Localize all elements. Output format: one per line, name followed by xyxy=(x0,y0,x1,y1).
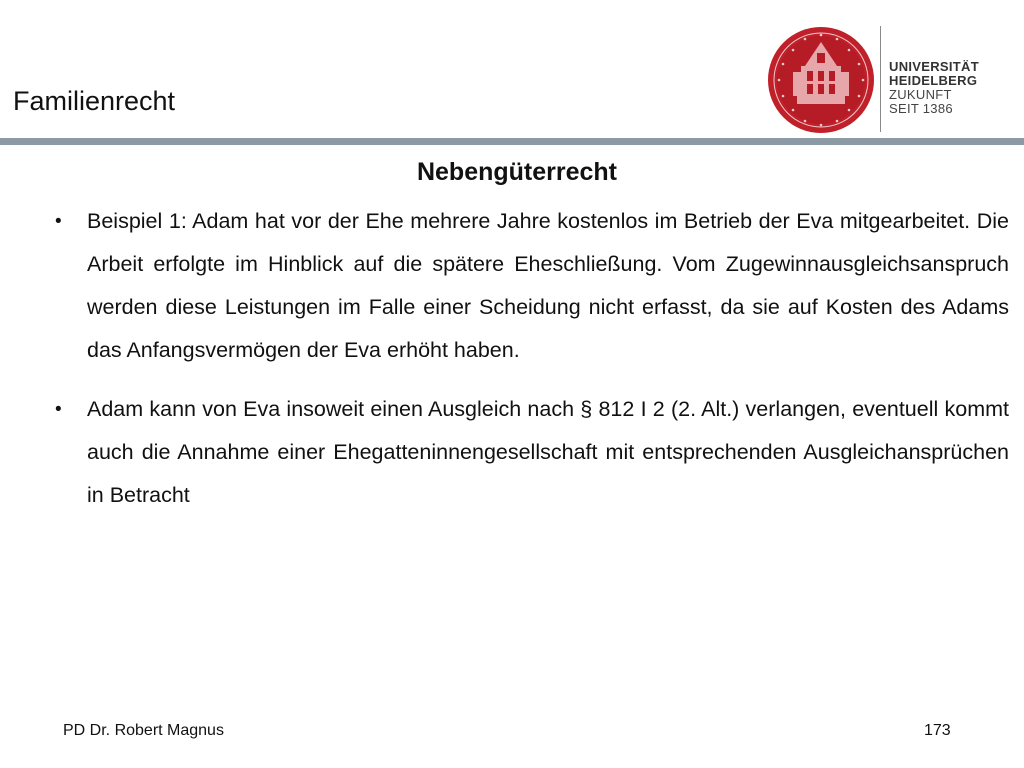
deck-title: Familienrecht xyxy=(13,86,176,116)
page-number: 173 xyxy=(924,722,951,739)
bullet-marker: • xyxy=(55,211,62,232)
bullet-marker: • xyxy=(55,399,62,420)
logo-line-4: SEIT 1386 xyxy=(889,101,953,116)
logo-divider xyxy=(880,26,881,132)
bullet-item xyxy=(55,200,1009,372)
logo-line-3: ZUKUNFT xyxy=(889,87,952,102)
slide-header xyxy=(0,0,1024,146)
slide-title: Nebengüterrecht xyxy=(416,158,618,186)
bullet-list xyxy=(55,200,1009,517)
university-seal-icon xyxy=(767,26,875,134)
header-rule xyxy=(0,138,1024,145)
university-wordmark xyxy=(889,60,979,116)
footer-author: PD Dr. Robert Magnus xyxy=(63,722,224,739)
logo-line-1: UNIVERSITÄT xyxy=(889,59,979,74)
bullet-text: Adam kann von Eva insoweit einen Ausgleich nach § 812 I 2 (2. Alt.) verlangen, eventuell kommt auch die Annahme einer Ehegatteninnengesellschaft mit entsprechenden Ausgleichansprüchen in Betracht xyxy=(87,397,1009,507)
bullet-text: Beispiel 1: Adam hat vor der Ehe mehrere Jahre kostenlos im Betrieb der Eva mitgearbeitet. Die Arbeit erfolgte im Hinblick auf die spätere Eheschließung. Vom Zugewinnausgleichsanspruch werden diese Leistungen im Falle einer Scheidung nicht erfasst, da sie auf Kosten des Adams das Anfangsvermögen der Eva erhöht haben. xyxy=(87,209,1009,362)
logo-line-2: HEIDELBERG xyxy=(889,73,978,88)
bullet-item xyxy=(55,388,1009,517)
